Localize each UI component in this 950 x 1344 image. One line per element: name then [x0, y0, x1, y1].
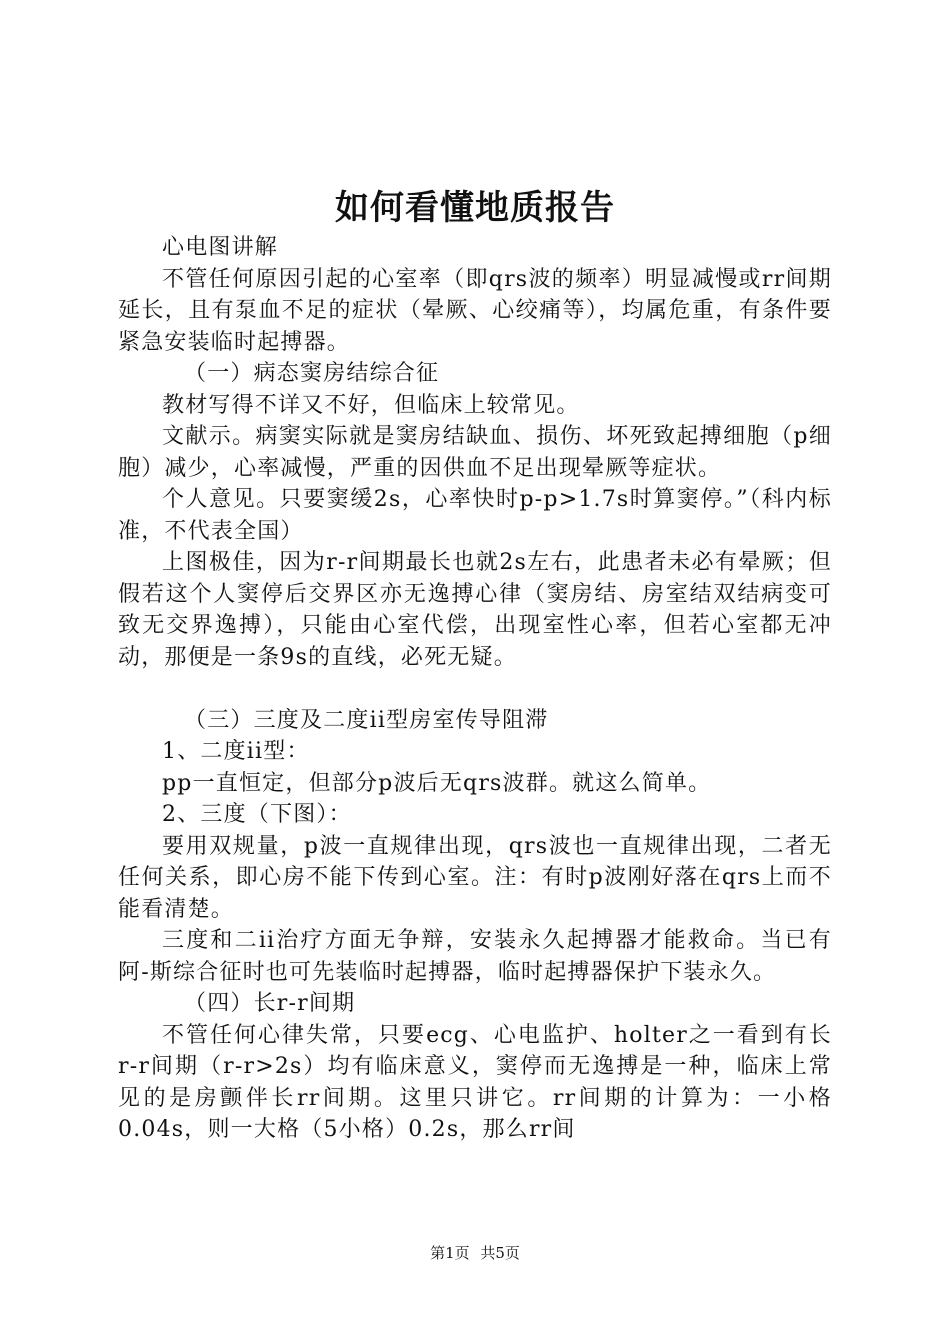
- document-title: 如何看懂地质报告: [335, 188, 615, 228]
- section-heading: （四）长r-r间期: [184, 991, 356, 1016]
- page-total: 共5页: [480, 1244, 520, 1262]
- paragraph: 要用双规量，p波一直规律出现，qrs波也一直规律出现，二者无任何关系，即心房不能下传到心室。注：有时p波刚好落在qrs上而不能看清楚。: [118, 833, 832, 922]
- paragraph: 不管任何心律失常，只要ecg、心电监护、holter之一看到有长r-r间期（r-r>2s）均有临床意义，窦停而无逸搏是一种，临床上常见的是房颤伴长rr间期。这里只讲它。rr间期的计算为：一小格0.04s，则一大格（5小格）0.2s，那么rr间: [118, 1022, 832, 1142]
- section-heading: （一）病态窦房结综合征: [184, 361, 440, 386]
- blank-line: [118, 673, 832, 705]
- paragraph: 个人意见。只要窦缓2s，心率快时p-p>1.7s时算窦停。”（科内标准，不代表全国）: [118, 487, 832, 544]
- paragraph: 不管任何原因引起的心室率（即qrs波的频率）明显减慢或rr间期延长，且有泵血不足的症状（晕厥、心绞痛等），均属危重，有条件要紧急安装临时起搏器。: [118, 266, 832, 355]
- paragraph: 教材写得不详又不好，但临床上较常见。: [162, 392, 580, 418]
- page-number: 第1页: [430, 1244, 470, 1262]
- paragraph: 心电图讲解: [162, 235, 279, 260]
- paragraph: pp一直恒定，但部分p波后无qrs波群。就这么简单。: [162, 770, 712, 796]
- page-footer: [0, 1243, 950, 1263]
- paragraph: 2、三度（下图）：: [162, 802, 352, 827]
- document-body: [118, 232, 832, 1146]
- paragraph: 文献示。病窦实际就是窦房结缺血、损伤、坏死致起搏细胞（p细胞）减少，心率减慢，严重的因供血不足出现晕厥等症状。: [118, 424, 832, 481]
- paragraph: 1、二度ii型：: [162, 739, 310, 764]
- section-heading: （三）三度及二度ii型房室传导阻滞: [184, 707, 549, 733]
- paragraph: 三度和二ii治疗方面无争辩，安装永久起搏器才能救命。当已有阿-斯综合征时也可先装临时起搏器，临时起搏器保护下装永久。: [118, 928, 832, 985]
- paragraph: 上图极佳，因为r-r间期最长也就2s左右，此患者未必有晕厥；但假若这个人窦停后交界区亦无逸搏心律（窦房结、房室结双结病变可致无交界逸搏），只能由心室代偿，出现室性心率，但若心室都无冲动，那便是一条9s的直线，必死无疑。: [118, 550, 832, 670]
